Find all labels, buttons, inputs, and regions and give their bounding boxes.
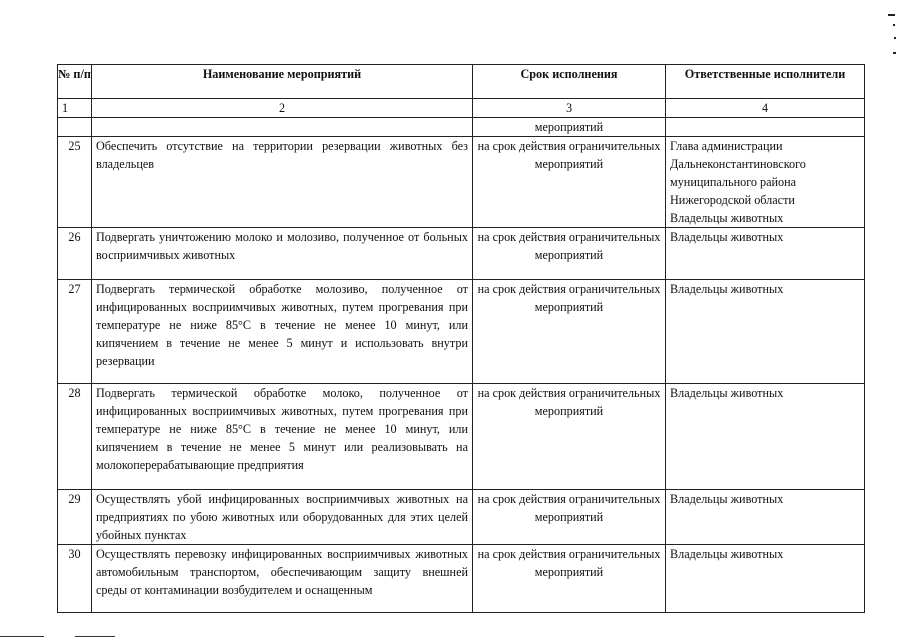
term-text: на срок действия ограничительных мероприятий [473, 545, 666, 613]
row-number: 27 [58, 280, 92, 384]
row-number: 26 [58, 228, 92, 280]
term-text: на срок действия ограничительных мероприятий [473, 228, 666, 280]
header-number: № п/п [58, 65, 92, 99]
header-responsible: Ответственные исполнители [666, 65, 865, 99]
table-row [58, 545, 865, 613]
measure-text: Осуществлять убой инфицированных восприимчивых животных на предприятиях по убою животных или оборудованных для этих целей убойных пунктах [92, 490, 473, 545]
row-number: 30 [58, 545, 92, 613]
responsible-cell [666, 137, 865, 228]
responsible-text: Владельцы животных [666, 384, 865, 490]
measure-text: Обеспечить отсутствие на территории резервации животных без владельцев [92, 137, 473, 228]
term-text: на срок действия ограничительных мероприятий [473, 384, 666, 490]
measure-text: Осуществлять перевозку инфицированных восприимчивых животных автомобильным транспортом, обеспечивающим защиту внешней среды от контаминации возбудителем и оснащенным [92, 545, 473, 613]
responsible-text: Владельцы животных [666, 545, 865, 613]
column-index: 2 [92, 99, 473, 118]
scan-edge-line [0, 636, 44, 637]
responsible-text: Владельцы животных [666, 280, 865, 384]
measure-text: Подвергать термической обработке молоко, полученное от инфицированных восприимчивых животных, путем прогревания при температуре не ниже 85°C в течение не менее 10 минут, или кипячением в течение не менее 5 минут или реализовывать на молокоперерабатывающие предприятия [92, 384, 473, 490]
responsible-text: Владельцы животных [666, 228, 865, 280]
measure-text: Подвергать термической обработке молозиво, полученное от инфицированных восприимчивых животных, путем прогревания при температуре не ниже 85°C в течение не менее 10 минут, или кипячением в течение не менее 5 минут и использовать внутри резервации [92, 280, 473, 384]
row-number: 29 [58, 490, 92, 545]
responsible-text: Владельцы животных [666, 490, 865, 545]
header-name: Наименование мероприятий [92, 65, 473, 99]
continuation-term: мероприятий [473, 118, 666, 137]
measures-table [57, 64, 865, 613]
table-row [58, 228, 865, 280]
table-row [58, 384, 865, 490]
responsible-text: Глава администрации Дальнеконстантиновского муниципального района Нижегородской области [670, 139, 806, 207]
header-term: Срок исполнения [473, 65, 666, 99]
continuation-row [58, 118, 865, 137]
column-index: 1 [58, 99, 92, 118]
responsible-text: Владельцы животных [670, 211, 784, 225]
scan-edge-line [75, 636, 115, 637]
table-header-row [58, 65, 865, 99]
table-row [58, 280, 865, 384]
table-row [58, 137, 865, 228]
row-number: 25 [58, 137, 92, 228]
term-text: на срок действия ограничительных мероприятий [473, 137, 666, 228]
term-text: на срок действия ограничительных мероприятий [473, 280, 666, 384]
column-index: 4 [666, 99, 865, 118]
row-number: 28 [58, 384, 92, 490]
column-index: 3 [473, 99, 666, 118]
table-row [58, 490, 865, 545]
column-index-row [58, 99, 865, 118]
measure-text: Подвергать уничтожению молоко и молозиво, полученное от больных восприимчивых животных [92, 228, 473, 280]
term-text: на срок действия ограничительных мероприятий [473, 490, 666, 545]
